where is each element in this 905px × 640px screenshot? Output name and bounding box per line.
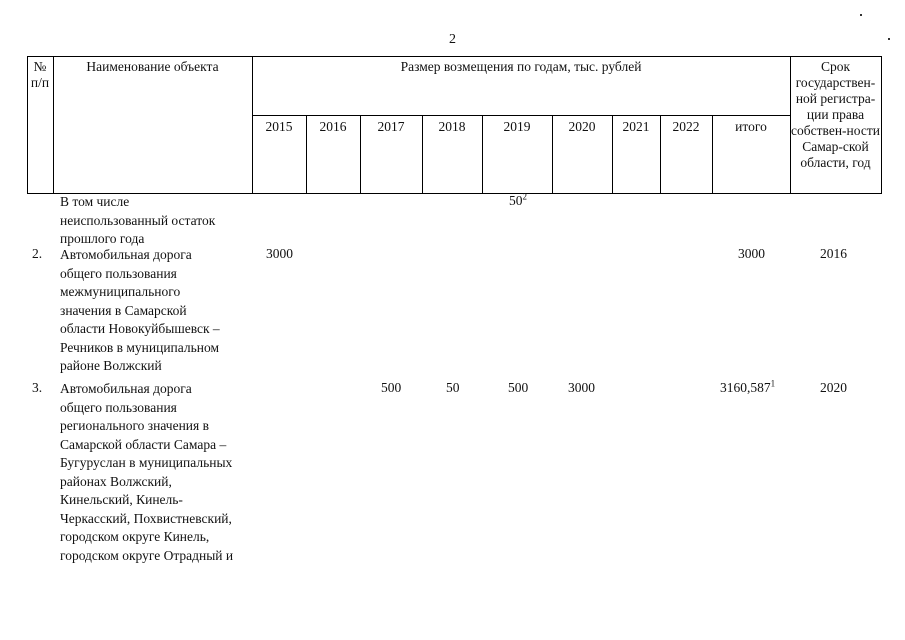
row1-total: 3000	[738, 246, 765, 261]
scan-dot	[860, 14, 862, 16]
scan-dot	[888, 38, 890, 40]
header-year: 2021	[622, 119, 650, 134]
header-year: 2019	[503, 119, 531, 134]
row2-number: 3.	[32, 380, 43, 395]
row1-name: Автомобильная дорога общего пользования межмуниципального значения в Самарской области Новокуйбышевск – Речников в муниципальном районе Волжский	[60, 247, 220, 373]
row0-name: В том числе неиспользованный остаток прошлого года	[60, 194, 216, 246]
row1-value-2015: 3000	[266, 246, 293, 261]
table-header	[27, 56, 882, 194]
row2-total: 3160,587$^1$	[720, 378, 776, 395]
row0-value-2019: $50^2$	[509, 191, 527, 208]
row1-term: 2016	[820, 246, 847, 261]
row2-value-2020: 3000	[568, 380, 595, 395]
row2-value-2019: 500	[508, 380, 529, 395]
header-year: 2015	[265, 119, 293, 134]
header-col-no: № п/п	[30, 59, 50, 90]
header-year: 2022	[672, 119, 700, 134]
row2-value-2017: 500	[381, 380, 402, 395]
header-col-group: Размер возмещения по годам, тыс. рублей	[400, 59, 642, 74]
header-col-name: Наименование объекта	[86, 59, 219, 74]
page-number: 2	[449, 32, 456, 47]
header-year: 2016	[319, 119, 347, 134]
header-year: 2018	[438, 119, 466, 134]
header-year: 2020	[568, 119, 596, 134]
row1-number: 2.	[32, 246, 43, 261]
header-col-total: итого	[735, 119, 767, 134]
header-year: 2017	[377, 119, 405, 134]
header-col-term: Срок государствен-ной регистра-ции права собствен-ности Самар-ской области, год	[791, 59, 880, 170]
row2-term: 2020	[820, 380, 847, 395]
row2-name: Автомобильная дорога общего пользования регионального значения в Самарской области Самара – Бугуруслан в муниципальных районах Волжский, Кинельский, Кинель- Черкасский, Похвистневский, городском округе Кинель, городском округе Отрадный и	[60, 381, 234, 563]
row2-value-2018: 50	[446, 380, 460, 395]
